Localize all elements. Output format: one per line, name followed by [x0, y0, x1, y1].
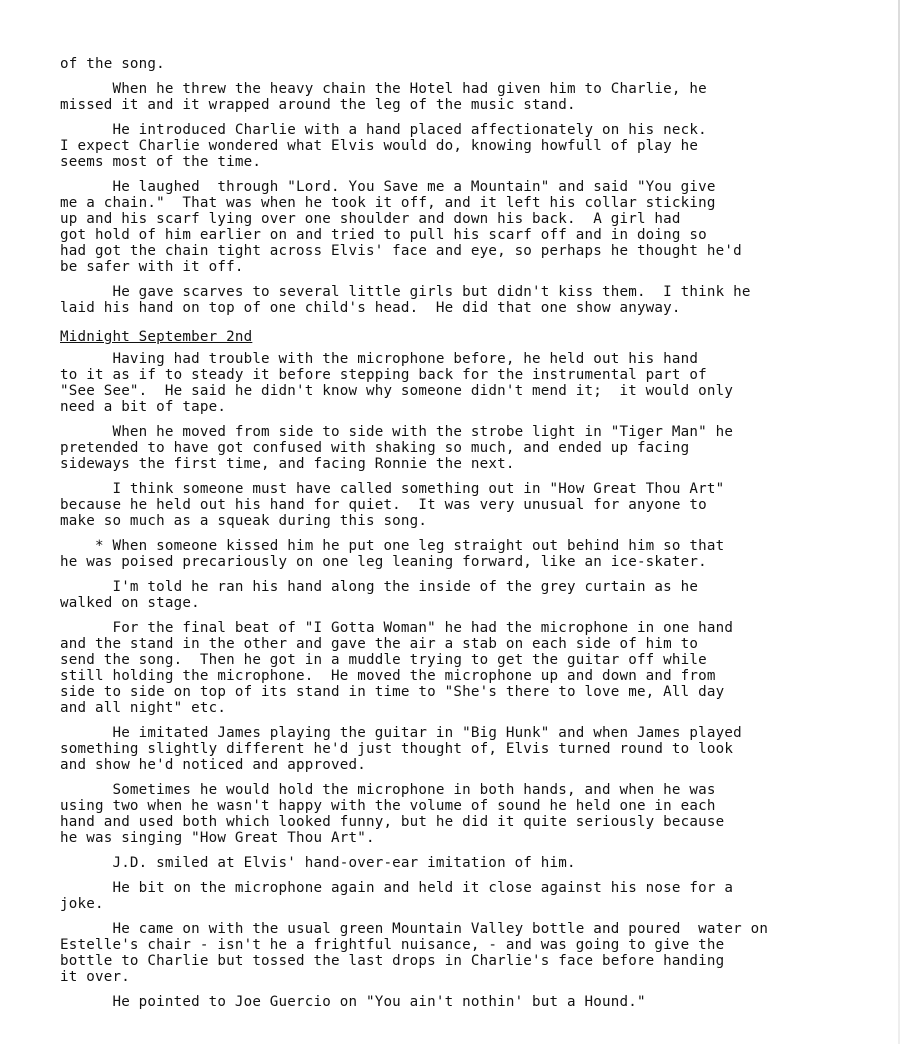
document-body	[60, 56, 840, 1019]
text-line: For the final beat of "I Gotta Woman" he had the microphone in one hand	[60, 620, 734, 636]
text-line: seems most of the time.	[60, 154, 262, 170]
text-line: using two when he wasn't happy with the volume of sound he held one in each	[60, 798, 716, 814]
paragraph	[60, 855, 840, 871]
text-line: me a chain." That was when he took it off, and it left his collar sticking	[60, 195, 716, 211]
text-line: * When someone kissed him he put one leg straight out behind him so that	[60, 538, 725, 554]
paragraph	[60, 81, 840, 113]
text-line: missed it and it wrapped around the leg of the music stand.	[60, 97, 576, 113]
section-heading: Midnight September 2nd	[60, 329, 253, 345]
text-line: joke.	[60, 896, 104, 912]
paragraph	[60, 538, 840, 570]
section-before	[60, 56, 840, 316]
text-line: need a bit of tape.	[60, 399, 227, 415]
text-line: hand and used both which looked funny, but he did it quite seriously because	[60, 814, 725, 830]
text-line: Sometimes he would hold the microphone in both hands, and when he was	[60, 782, 716, 798]
text-line: and all night" etc.	[60, 700, 227, 716]
paragraph	[60, 620, 840, 716]
text-line: pretended to have got confused with shaking so much, and ended up facing	[60, 440, 690, 456]
text-line: side to side on top of its stand in time to "She's there to love me, All day	[60, 684, 725, 700]
paragraph	[60, 56, 840, 72]
text-line: it over.	[60, 969, 130, 985]
paragraph	[60, 880, 840, 912]
text-line: he was poised precariously on one leg leaning forward, like an ice-skater.	[60, 554, 707, 570]
text-line: bottle to Charlie but tossed the last drops in Charlie's face before handing	[60, 953, 725, 969]
text-line: got hold of him earlier on and tried to pull his scarf off and in doing so	[60, 227, 707, 243]
text-line: He introduced Charlie with a hand placed affectionately on his neck.	[60, 122, 707, 138]
text-line: sideways the first time, and facing Ronnie the next.	[60, 456, 515, 472]
text-line: walked on stage.	[60, 595, 200, 611]
text-line: He bit on the microphone again and held it close against his nose for a	[60, 880, 734, 896]
text-line: still holding the microphone. He moved the microphone up and down and from	[60, 668, 716, 684]
text-line: He laughed through "Lord. You Save me a Mountain" and said "You give	[60, 179, 716, 195]
paragraph	[60, 284, 840, 316]
text-line: to it as if to steady it before stepping back for the instrumental part of	[60, 367, 707, 383]
paragraph	[60, 579, 840, 611]
text-line: something slightly different he'd just thought of, Elvis turned round to look	[60, 741, 734, 757]
text-line: He pointed to Joe Guercio on "You ain't nothin' but a Hound."	[60, 994, 646, 1010]
paragraph	[60, 725, 840, 773]
text-line: I'm told he ran his hand along the inside of the grey curtain as he	[60, 579, 699, 595]
text-line: because he held out his hand for quiet. It was very unusual for anyone to	[60, 497, 707, 513]
text-line: up and his scarf lying over one shoulder and down his back. A girl had	[60, 211, 681, 227]
text-line: Having had trouble with the microphone before, he held out his hand	[60, 351, 699, 367]
paragraph	[60, 179, 840, 275]
text-line: make so much as a squeak during this song.	[60, 513, 428, 529]
text-line: J.D. smiled at Elvis' hand-over-ear imitation of him.	[60, 855, 576, 871]
text-line: of the song.	[60, 56, 165, 72]
paragraph	[60, 351, 840, 415]
text-line: send the song. Then he got in a muddle trying to get the guitar off while	[60, 652, 707, 668]
text-line: I expect Charlie wondered what Elvis would do, knowing howfull of play he	[60, 138, 699, 154]
text-line: and show he'd noticed and approved.	[60, 757, 366, 773]
text-line: He imitated James playing the guitar in "Big Hunk" and when James played	[60, 725, 742, 741]
section-after	[60, 351, 840, 1010]
text-line: "See See". He said he didn't know why someone didn't mend it; it would only	[60, 383, 734, 399]
text-line: When he moved from side to side with the strobe light in "Tiger Man" he	[60, 424, 734, 440]
text-line: I think someone must have called something out in "How Great Thou Art"	[60, 481, 725, 497]
paragraph	[60, 782, 840, 846]
text-line: and the stand in the other and gave the air a stab on each side of him to	[60, 636, 699, 652]
paragraph	[60, 921, 840, 985]
paragraph	[60, 122, 840, 170]
text-line: laid his hand on top of one child's head. He did that one show anyway.	[60, 300, 681, 316]
text-line: He came on with the usual green Mountain Valley bottle and poured water on	[60, 921, 769, 937]
text-line: When he threw the heavy chain the Hotel had given him to Charlie, he	[60, 81, 707, 97]
text-line: Estelle's chair - isn't he a frightful nuisance, - and was going to give the	[60, 937, 725, 953]
text-line: be safer with it off.	[60, 259, 244, 275]
text-line: he was singing "How Great Thou Art".	[60, 830, 375, 846]
paragraph	[60, 424, 840, 472]
text-line: He gave scarves to several little girls but didn't kiss them. I think he	[60, 284, 751, 300]
paragraph	[60, 994, 840, 1010]
paragraph	[60, 481, 840, 529]
text-line: had got the chain tight across Elvis' face and eye, so perhaps he thought he'd	[60, 243, 742, 259]
